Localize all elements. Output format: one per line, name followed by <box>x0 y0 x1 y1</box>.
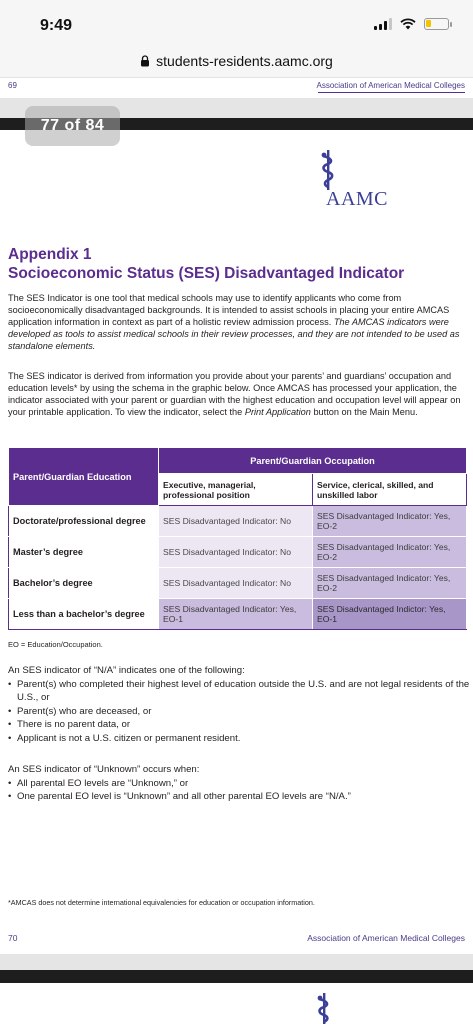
education-column-header: Parent/Guardian Education <box>9 448 159 506</box>
footer-org: Association of American Medical Colleges <box>307 933 465 943</box>
unknown-section <box>8 763 470 804</box>
list-item: • One parental EO level is “Unknown” and all other parental EO levels are “N/A.” <box>8 790 470 804</box>
table-cell: SES Disadvantaged Indicator: No <box>159 506 313 537</box>
battery-level <box>426 20 431 27</box>
address-bar[interactable] <box>0 44 473 78</box>
list-item: • Parent(s) who are deceased, or <box>8 705 470 719</box>
lock-icon <box>140 55 150 67</box>
battery-icon <box>424 18 449 30</box>
footnote: *AMCAS does not determine international equivalencies for education or occupation information. <box>8 898 315 907</box>
unknown-intro: An SES indicator of “Unknown” occurs when: <box>8 764 200 775</box>
occupation-subheader-executive: Executive, managerial, professional position <box>159 474 313 506</box>
occupation-subheader-service: Service, clerical, skilled, and unskilled labor <box>313 474 467 506</box>
table-row <box>9 506 467 537</box>
table-cell: SES Disadvantaged Indicator: Yes, EO-1 <box>159 599 313 630</box>
wifi-icon <box>400 18 416 30</box>
table-row <box>9 537 467 568</box>
table-row <box>9 599 467 630</box>
table-cell: SES Disadvantaged Indicator: Yes, EO-2 <box>313 537 467 568</box>
next-page-preview <box>0 983 473 1024</box>
caduceus-icon <box>318 150 338 190</box>
occupation-column-header: Parent/Guardian Occupation <box>159 448 467 474</box>
table-row <box>9 568 467 599</box>
page-separator <box>0 954 473 970</box>
page-number: 70 <box>8 933 18 943</box>
row-label: Doctorate/professional degree <box>9 506 159 537</box>
previous-page-footer <box>0 78 473 98</box>
url-text: students-residents.aamc.org <box>156 52 333 69</box>
derivation-text: The SES indicator is derived from information you provide about your parents’ and guardians’ occupation and education levels* by using the schema in the graphic below. Once AMCAS has processed your application, the indicator associated with your parent or guardian with the highest education and occupation level will appear on your printable application. To view the indicator, select the <box>8 371 461 417</box>
na-section <box>8 664 470 745</box>
table-cell: SES Disadvantaged Indicator: No <box>159 568 313 599</box>
page-counter-overlay: 77 of 84 <box>25 106 120 146</box>
derivation-paragraph <box>8 370 470 418</box>
previous-page-number: 69 <box>8 81 17 90</box>
status-time: 9:49 <box>40 17 73 34</box>
list-item: • There is no parent data, or <box>8 718 470 732</box>
aamc-logo <box>314 150 404 210</box>
page-header-band <box>0 970 473 983</box>
aamc-logo-text: AAMC <box>326 188 389 210</box>
table-cell: SES Disadvantaged Indicator: No <box>159 537 313 568</box>
table-cell: SES Disadvantaged Indicator: Yes, EO-2 <box>313 568 467 599</box>
row-label: Master’s degree <box>9 537 159 568</box>
na-intro: An SES indicator of “N/A” indicates one of the following: <box>8 665 245 676</box>
appendix-heading: Appendix 1 <box>8 246 92 263</box>
table-cell: SES Disadvantaged Indicator: Yes, EO-2 <box>313 506 467 537</box>
derivation-text-end: button on the Main Menu. <box>313 407 418 417</box>
table-cell: SES Disadvantaged Indictor: Yes, EO-1 <box>313 599 467 630</box>
print-application-link: Print Application <box>244 407 311 417</box>
section-title: Socioeconomic Status (SES) Disadvantaged Indicator <box>8 265 405 282</box>
cellular-signal-icon <box>374 18 392 30</box>
row-label: Less than a bachelor’s degree <box>9 599 159 630</box>
intro-text: The SES Indicator is one tool that medical schools may use to identify applicants who come from socioeconomically disadvantaged backgrounds. It is intended to assist schools in placing your entire AMCAS application information in context as part of a holistic review admission process. <box>8 293 450 327</box>
list-item: • Parent(s) who completed their highest level of education outside the U.S. and are not legal residents of the U.S., or <box>8 678 470 705</box>
list-item: • Applicant is not a U.S. citizen or permanent resident. <box>8 732 470 746</box>
footer-rule <box>318 92 465 93</box>
intro-paragraph <box>8 292 470 352</box>
previous-page-org: Association of American Medical Colleges <box>316 81 465 90</box>
status-bar <box>0 0 473 44</box>
ses-indicator-table <box>8 447 467 630</box>
row-label: Bachelor’s degree <box>9 568 159 599</box>
eo-legend: EO = Education/Occupation. <box>8 640 103 649</box>
intro-italic-text: The AMCAS indicators were developed as tools to assist medical schools in their review processes, and they are not intended to be used as standalone elements. <box>8 317 460 351</box>
status-icons <box>374 18 449 30</box>
caduceus-icon <box>314 993 334 1024</box>
list-item: • All parental EO levels are “Unknown,” or <box>8 777 470 791</box>
